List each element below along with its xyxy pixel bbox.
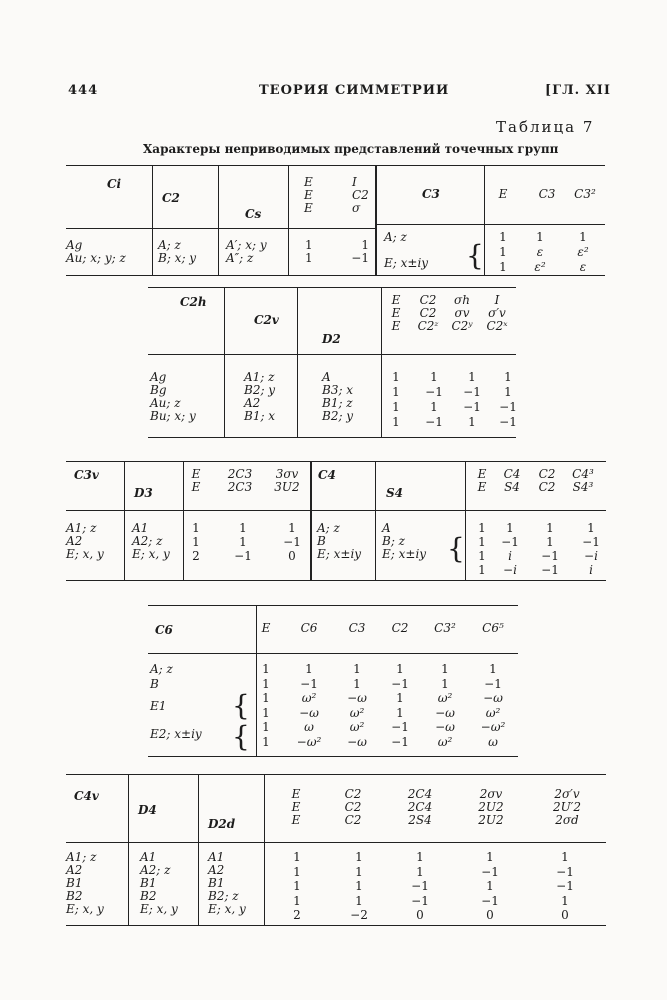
- character-cell: ω: [304, 720, 314, 734]
- divider: [375, 461, 376, 580]
- character-cell: 1: [430, 400, 438, 414]
- class-header: 2C4 2C4 2S4: [407, 787, 433, 827]
- character-cell: 1: [392, 400, 400, 414]
- brace: {: [232, 689, 250, 722]
- reps-c4: A; z B E; x±iy: [317, 521, 362, 561]
- reps-c2v: A1; z B2; y A2 B1; x: [244, 370, 276, 423]
- character-cell: −1: [391, 676, 409, 691]
- character-cell: 1: [355, 850, 363, 864]
- character-cell: −1: [425, 385, 443, 399]
- character-cell: −1: [541, 563, 559, 577]
- class-header: C3: [538, 187, 556, 201]
- character-cell: 1: [396, 662, 404, 676]
- table-label: Таблица 7: [496, 118, 595, 136]
- class-header: C2 C2: [538, 467, 556, 494]
- character-cell: 0: [486, 908, 494, 922]
- class-header: E: [498, 187, 508, 201]
- character-cell: 1: [262, 734, 270, 749]
- character-cell: 1: [239, 535, 247, 549]
- character-cell: 1: [504, 385, 512, 399]
- class-header: 2C3 2C3: [227, 467, 253, 494]
- character-cell: 1: [546, 521, 554, 535]
- rule: [375, 275, 605, 276]
- divider: [124, 461, 125, 580]
- character-cell: 1: [561, 893, 569, 908]
- character-cell: −i: [503, 563, 517, 577]
- character-cell: 1: [536, 230, 544, 244]
- reps-c4v: A1; z A2 B1 B2 E; x, y: [66, 850, 104, 916]
- character-cell: 1: [468, 370, 476, 384]
- class-header: σh σv C2ʸ: [451, 293, 473, 333]
- character-cell: ε: [536, 245, 544, 259]
- character-cell: 1: [355, 879, 363, 893]
- character-cell: −1: [481, 893, 499, 908]
- character-cell: ω²: [349, 705, 365, 720]
- character-cell: −1: [541, 549, 559, 563]
- rep-label: E2; x±iy: [150, 727, 202, 741]
- character-cell: 1: [416, 850, 424, 864]
- rule: [311, 580, 606, 581]
- character-cell: −ω: [299, 705, 319, 720]
- divider: [198, 774, 199, 925]
- character-cell: ω²: [301, 691, 317, 705]
- character-cell: −1: [499, 415, 517, 429]
- character-cell: ε: [579, 260, 587, 274]
- brace: {: [447, 532, 465, 565]
- reps-d2: A B3; x B1; z B2; y: [322, 370, 354, 423]
- rule: [66, 774, 606, 775]
- character-cell: 1: [392, 385, 400, 399]
- character-cell: −1: [234, 549, 252, 563]
- character-cell: 1: [441, 662, 449, 676]
- table-caption: Характеры неприводимых представлений точечных групп: [143, 142, 559, 156]
- character-cell: 1: [506, 521, 514, 535]
- character-cell: −i: [584, 549, 598, 563]
- character-cell: −ω²: [296, 734, 322, 749]
- class-header: C6: [300, 621, 318, 635]
- rule: [311, 461, 606, 462]
- group-label-s4: S4: [386, 486, 404, 500]
- class-2: I C2 σ: [352, 175, 369, 215]
- character-cell: 0: [561, 908, 569, 922]
- character-cell: −ω: [347, 691, 367, 705]
- character-cell: 1: [392, 415, 400, 429]
- rule: [66, 165, 375, 166]
- character-cell: 1: [489, 662, 497, 676]
- class-header: C3²: [574, 187, 596, 201]
- rule: [148, 653, 518, 654]
- group-label-c2v: C2v: [254, 313, 279, 327]
- character-cell: 1: [499, 245, 507, 259]
- character-cell: −ω: [435, 705, 455, 720]
- character-cell: 1: [441, 676, 449, 691]
- rule: [311, 510, 606, 511]
- character-cell: −1: [463, 385, 481, 399]
- group-label-c4: C4: [318, 468, 336, 482]
- group-label-c2: C2: [162, 191, 180, 205]
- class-header: E E E: [391, 293, 401, 333]
- group-label-c3v: C3v: [74, 468, 99, 482]
- rule: [375, 165, 605, 166]
- character-cell: 1: [262, 662, 270, 676]
- divider: [310, 461, 312, 580]
- class-header: C4 S4: [503, 467, 521, 494]
- character-cell: 1: [579, 230, 587, 244]
- character-cell: 1: [355, 864, 363, 879]
- character-cell: −ω: [347, 734, 367, 749]
- rep-label: B: [150, 677, 159, 691]
- character-cell: 1: [430, 370, 438, 384]
- character-cell: 2: [192, 549, 200, 563]
- divider: [297, 287, 298, 437]
- character-cell: ε²: [534, 260, 546, 274]
- group-label-c3: C3: [422, 187, 440, 201]
- character-cell: ω²: [485, 705, 501, 720]
- class-header: 2σ′v 2U′2 2σd: [552, 787, 582, 827]
- values-e: 1 1: [305, 238, 313, 265]
- character-cell: ω²: [437, 734, 453, 749]
- reps-c3v: A1; z A2 E; x, y: [66, 521, 104, 561]
- group-label-c2h: C2h: [180, 295, 207, 309]
- character-cell: −2: [350, 908, 368, 922]
- character-cell: −ω²: [480, 720, 506, 734]
- group-label-cs: Cs: [245, 207, 262, 221]
- character-cell: 1: [353, 662, 361, 676]
- character-cell: 1: [293, 864, 301, 879]
- class-header: C6⁵: [482, 621, 504, 635]
- divider: [288, 165, 289, 275]
- character-cell: 1: [561, 850, 569, 864]
- character-cell: 1: [504, 370, 512, 384]
- character-cell: ω²: [349, 720, 365, 734]
- divider: [224, 287, 225, 437]
- group-label-d2d: D2d: [208, 817, 236, 831]
- character-cell: 1: [293, 893, 301, 908]
- character-cell: 1: [355, 893, 363, 908]
- reps-c2h: Ag Bg Au; z Bu; x; y: [150, 370, 196, 423]
- character-cell: 1: [239, 521, 247, 535]
- class-header: E E: [191, 467, 201, 494]
- character-cell: −1: [582, 535, 600, 549]
- character-cell: −1: [411, 893, 429, 908]
- character-cell: 1: [262, 691, 270, 705]
- character-cell: 1: [478, 549, 486, 563]
- class-header: E E: [477, 467, 487, 494]
- character-cell: 1: [262, 705, 270, 720]
- rule: [66, 580, 311, 581]
- rule: [66, 228, 375, 229]
- brace: {: [232, 720, 250, 753]
- rule: [148, 605, 518, 606]
- running-title: ТЕОРИЯ СИММЕТРИИ: [259, 83, 450, 98]
- rule: [148, 287, 516, 288]
- divider: [218, 165, 219, 275]
- character-cell: −1: [481, 864, 499, 879]
- character-cell: 1: [396, 691, 404, 705]
- class-e: E E E: [304, 175, 313, 215]
- class-header: C2 C2 C2: [344, 787, 362, 827]
- character-cell: −1: [391, 720, 409, 734]
- character-cell: 1: [478, 521, 486, 535]
- character-cell: 1: [392, 370, 400, 384]
- group-label-d3: D3: [134, 486, 153, 500]
- character-cell: 1: [587, 521, 595, 535]
- rep-label: E1: [150, 699, 167, 713]
- class-header: C3²: [434, 621, 456, 635]
- values-2: 1 −1: [351, 238, 369, 265]
- character-cell: 1: [305, 662, 313, 676]
- class-header: C2 C2 C2ᶻ: [417, 293, 439, 333]
- rule: [66, 510, 311, 511]
- character-cell: 1: [478, 563, 486, 577]
- rule: [375, 224, 605, 225]
- brace: {: [466, 239, 484, 272]
- character-cell: 1: [416, 864, 424, 879]
- rep-label: A; z: [150, 662, 173, 676]
- character-cell: 1: [499, 230, 507, 244]
- character-cell: −1: [501, 535, 519, 549]
- divider: [264, 774, 265, 925]
- character-cell: 1: [478, 535, 486, 549]
- character-cell: 1: [192, 535, 200, 549]
- class-header: E E E: [291, 787, 301, 827]
- group-label-ci: Ci: [107, 177, 122, 191]
- page-number: 444: [68, 83, 99, 98]
- character-cell: i: [589, 563, 593, 577]
- divider: [375, 165, 377, 275]
- reps-s4: A B; z E; x±iy: [382, 521, 427, 561]
- character-cell: 1: [192, 521, 200, 535]
- character-cell: −1: [499, 400, 517, 414]
- character-cell: −1: [556, 864, 574, 879]
- class-header: I σ′v C2ˣ: [486, 293, 508, 333]
- character-cell: −ω: [483, 691, 503, 705]
- character-cell: 1: [468, 415, 476, 429]
- character-cell: −ω: [435, 720, 455, 734]
- group-label-c6: C6: [155, 623, 173, 637]
- character-cell: 1: [546, 535, 554, 549]
- character-cell: 1: [353, 676, 361, 691]
- reps-d4: A1 A2; z B1 B2 E; x, y: [140, 850, 178, 916]
- character-cell: 1: [396, 705, 404, 720]
- chapter-label: [ГЛ. XII: [545, 83, 611, 98]
- character-cell: −1: [391, 734, 409, 749]
- reps-c3: A; z E; x±iy: [384, 230, 429, 270]
- group-label-d4: D4: [138, 803, 157, 817]
- rule: [66, 842, 606, 843]
- rule: [148, 756, 518, 757]
- reps-c2: A; z B; x; y: [158, 238, 197, 265]
- group-label-d2: D2: [322, 332, 341, 346]
- rule: [148, 437, 516, 438]
- character-cell: 1: [293, 879, 301, 893]
- character-cell: 1: [293, 850, 301, 864]
- reps-cs: A′; x; y A″; z: [226, 238, 267, 265]
- character-cell: −1: [283, 535, 301, 549]
- divider: [128, 774, 129, 925]
- class-header: C4³ S4³: [572, 467, 594, 494]
- rule: [148, 354, 516, 355]
- character-cell: ω: [488, 734, 498, 749]
- class-header: E: [261, 621, 271, 635]
- character-cell: −1: [556, 879, 574, 893]
- character-cell: −1: [463, 400, 481, 414]
- character-cell: 1: [262, 720, 270, 734]
- rule: [66, 461, 311, 462]
- character-cell: 1: [499, 260, 507, 274]
- reps-ci: Ag Au; x; y; z: [66, 238, 126, 265]
- character-cell: 1: [486, 850, 494, 864]
- rule: [66, 925, 606, 926]
- group-label-c4v: C4v: [74, 789, 99, 803]
- character-cell: −1: [425, 415, 443, 429]
- character-cell: −1: [300, 676, 318, 691]
- divider: [152, 165, 153, 275]
- divider: [465, 461, 466, 580]
- character-cell: 0: [416, 908, 424, 922]
- character-cell: 1: [262, 676, 270, 691]
- character-cell: −1: [411, 879, 429, 893]
- character-cell: 2: [293, 908, 301, 922]
- reps-d2d: A1 A2 B1 B2; z E; x, y: [208, 850, 246, 916]
- class-header: C3: [348, 621, 366, 635]
- class-header: 2σv 2U2 2U2: [478, 787, 504, 827]
- character-cell: −1: [484, 676, 502, 691]
- character-cell: ω²: [437, 691, 453, 705]
- class-header: C2: [391, 621, 409, 635]
- reps-d3: A1 A2; z E; x, y: [132, 521, 170, 561]
- character-cell: i: [508, 549, 512, 563]
- character-cell: 0: [288, 549, 296, 563]
- character-cell: 1: [288, 521, 296, 535]
- character-cell: ε²: [577, 245, 589, 259]
- divider: [484, 165, 485, 275]
- character-cell: 1: [486, 879, 494, 893]
- class-header: 3σv 3U2: [274, 467, 300, 494]
- rule: [66, 275, 375, 276]
